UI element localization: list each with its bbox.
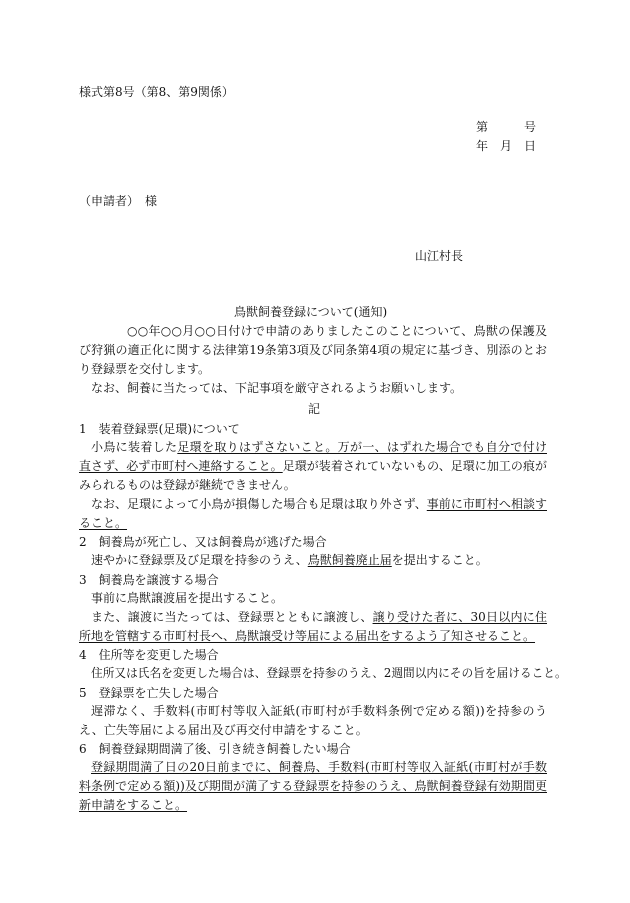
- section-2-text-a: 速やかに登録票及び足環を持参のうえ、: [91, 553, 308, 567]
- section-2-text-b: を提出すること。: [391, 553, 488, 567]
- doc-date-month: 月: [500, 139, 513, 153]
- form-label: 様式第8号（第8、第9関係）: [79, 85, 234, 99]
- section-1-underline: 足環を取りはずさないこと。万が一、はずれた場合でも自分で付け直さず、必ず市町村へ連絡すること。: [79, 440, 547, 473]
- section-3-note-text: また、譲渡に当たっては、登録票とともに譲渡し、: [91, 610, 373, 624]
- section-2-underline: 鳥獣飼養廃止届: [307, 553, 392, 567]
- section-4-body: 住所又は氏名を変更した場合は、登録票を持参のうえ、2週間以内にその旨を届けること。: [91, 666, 567, 680]
- doc-number-dai: 第: [476, 120, 489, 134]
- section-6-heading: 6 飼養登録期間満了後、引き続き飼養したい場合: [79, 742, 351, 756]
- section-3-note-underline: 譲り受けた者に、30日以内に住所地を管轄する市町村長へ、鳥獣譲受け等届による届出をするよう了知させること。: [79, 610, 547, 643]
- section-6-body: [79, 758, 547, 815]
- section-3-body: 事前に鳥獣譲渡届を提出すること。: [91, 591, 284, 605]
- ki-heading: 記: [308, 402, 321, 416]
- section-5-heading: 5 登録票を亡失した場合: [79, 686, 219, 700]
- section-3-note: [79, 608, 547, 646]
- doc-date-day: 日: [524, 139, 537, 153]
- section-3-heading: 3 飼養鳥を譲渡する場合: [79, 573, 219, 587]
- intro-paragraph: ○○年○○月○○日付けで申請のありましたこのことについて、鳥獣の保護及び狩猟の適正化に関する法律第19条第3項及び同条第4項の規定に基づき、別添のとおり登録票を交付します。: [79, 324, 547, 376]
- section-6-underline: 登録期間満了日の20日前までに、飼養鳥、手数料(市町村等収入証紙(市町村が手数料条例で定める額))及び期間が満了する登録票を持参のうえ、鳥獣飼養登録有効期間更新申請をすること。: [79, 760, 547, 812]
- section-2-heading: 2 飼養鳥が死亡し、又は飼養鳥が逃げた場合: [79, 535, 327, 549]
- section-2-body: [79, 551, 547, 570]
- doc-date-year: 年: [476, 139, 489, 153]
- section-1-note-text: なお、足環によって小鳥が損傷した場合も足環は取り外さず、: [91, 497, 427, 511]
- section-5-body: 遅滞なく、手数料(市町村等収入証紙(市町村が手数料条例で定める額))を持参のうえ、亡失等届による届出及び再交付申請をすること。: [79, 704, 547, 737]
- document-title: 鳥獣飼養登録について(通知): [234, 305, 388, 319]
- addressee: （申請者） 様: [79, 194, 158, 208]
- intro-note: なお、飼養に当たっては、下記事項を厳守されるようお願いします。: [91, 381, 463, 395]
- section-1-text-b: 足環が装着されていないもの、足環に加工の痕がみられるものは登録が継続できません。: [79, 459, 547, 492]
- section-1-note-underline: 事前に市町村へ相談すること。: [79, 497, 547, 530]
- section-1-body: [79, 438, 547, 495]
- doc-number-go: 号: [524, 120, 537, 134]
- section-4-heading: 4 住所等を変更した場合: [79, 648, 219, 662]
- sender: 山江村長: [415, 249, 464, 263]
- section-1-text-a: 小鳥に装着した: [91, 440, 178, 454]
- section-1-note: [79, 495, 547, 533]
- section-1-heading: 1 装着登録票(足環)について: [79, 422, 240, 436]
